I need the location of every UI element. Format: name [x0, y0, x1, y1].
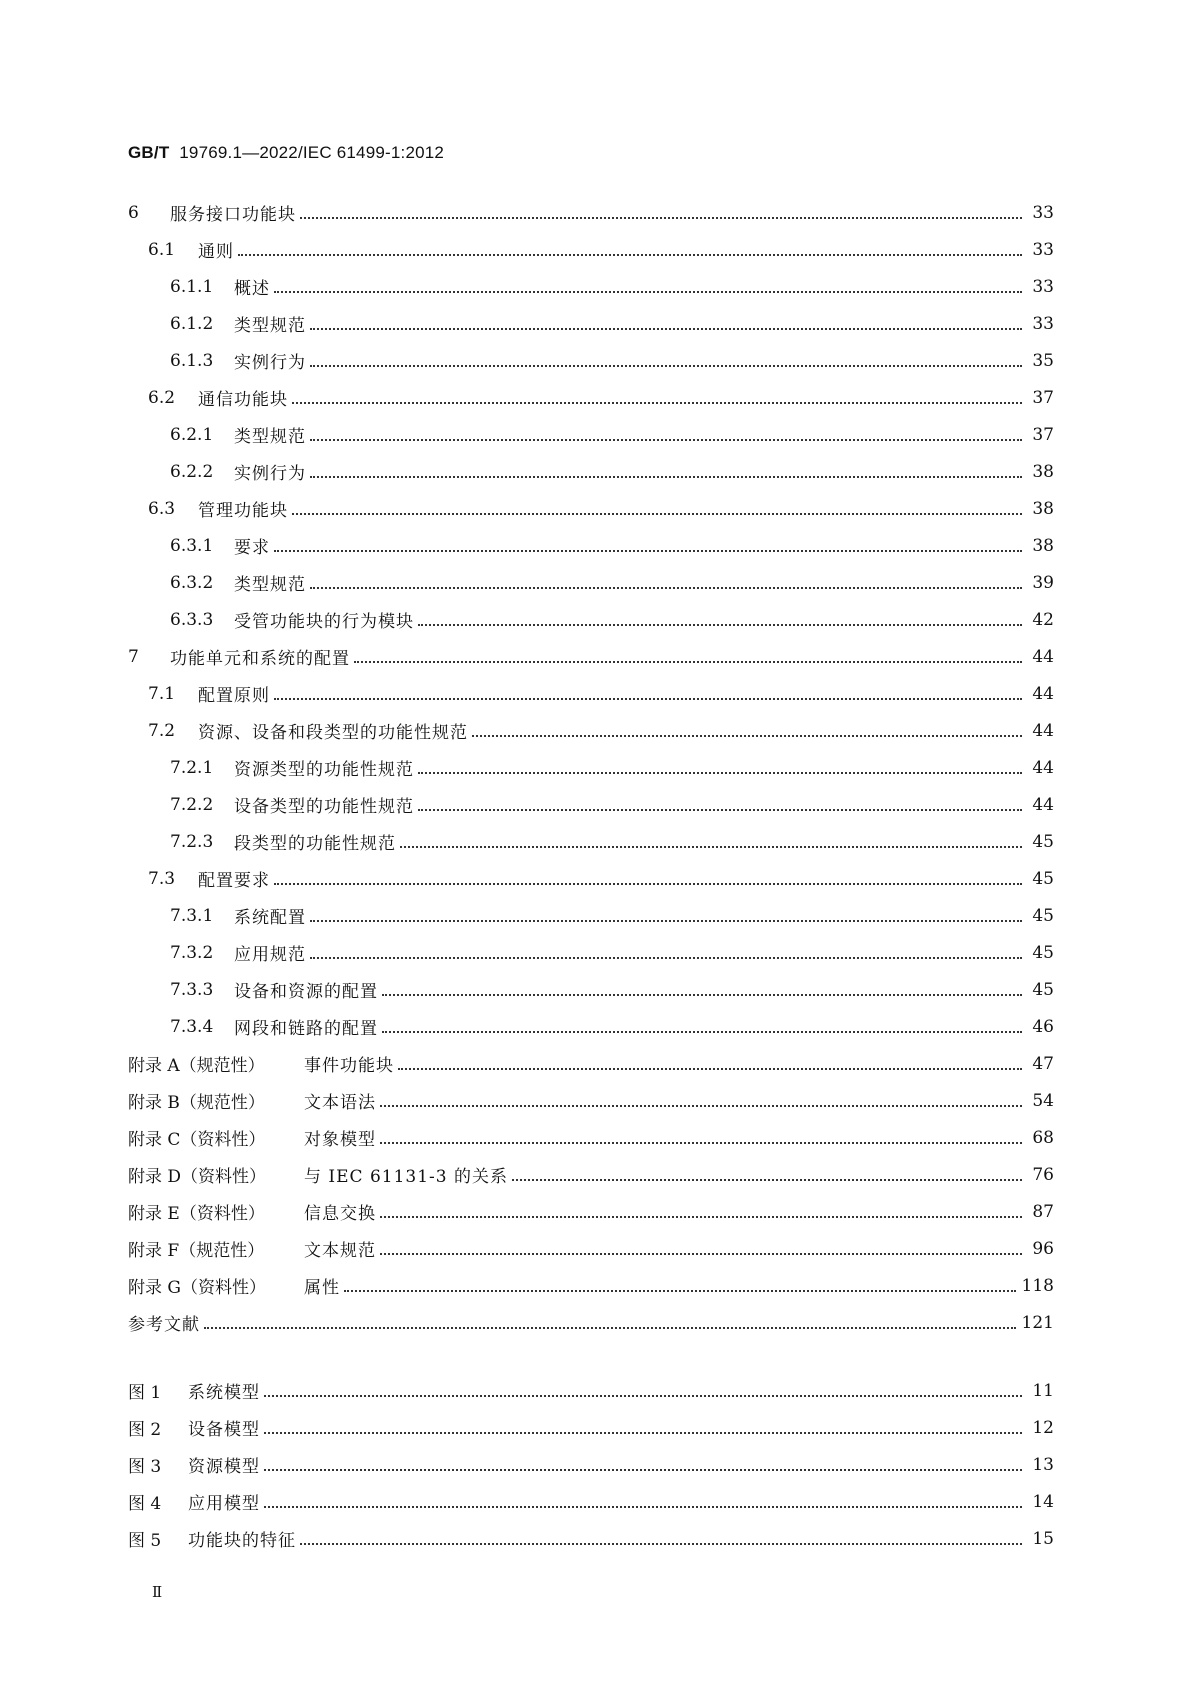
toc-entry-number: 6.3.3	[170, 609, 214, 630]
toc-entry-page: 44	[1032, 646, 1054, 667]
toc-entry-number: 7.2.1	[170, 757, 214, 778]
toc-entry-page: 44	[1032, 757, 1054, 778]
toc-entry-number: 附录 G（资料性）	[128, 1278, 266, 1298]
toc-entry[interactable]	[128, 675, 1054, 712]
toc-entry-title: 设备和资源的配置	[234, 982, 378, 1002]
leader-dots	[380, 1252, 1022, 1255]
toc-entry-title: 配置原则	[198, 686, 270, 706]
toc-entry-title: 应用模型	[188, 1494, 260, 1514]
toc-entry-title: 网段和链路的配置	[234, 1019, 378, 1039]
leader-dots	[204, 1326, 1016, 1329]
toc-entry-number: 7.2.3	[170, 831, 214, 852]
toc-entry-number: 6.3	[148, 498, 176, 519]
toc-entry-page: 54	[1032, 1090, 1054, 1111]
toc-entry[interactable]	[128, 860, 1054, 897]
toc-entry-page: 45	[1032, 942, 1054, 963]
toc-entry[interactable]	[128, 1372, 1054, 1409]
toc-entry-number: 6.2.1	[170, 424, 214, 445]
toc-entry-page: 46	[1032, 1016, 1054, 1037]
toc-entry-page: 121	[1021, 1312, 1054, 1333]
leader-dots	[310, 475, 1022, 478]
toc-entry-page: 118	[1021, 1275, 1054, 1296]
toc-entry-number: 6.1.3	[170, 350, 214, 371]
toc-entry[interactable]	[128, 1267, 1054, 1304]
leader-dots	[264, 1505, 1022, 1508]
toc-entry[interactable]	[128, 564, 1054, 601]
toc-entry-title: 实例行为	[234, 464, 306, 484]
document-header	[128, 143, 444, 163]
toc-entry-page: 14	[1032, 1491, 1054, 1512]
toc-entry-number: 附录 D（资料性）	[128, 1167, 267, 1187]
leader-dots	[472, 734, 1022, 737]
toc-entry[interactable]	[128, 1409, 1054, 1446]
toc-entry[interactable]	[128, 897, 1054, 934]
toc-entry[interactable]	[128, 527, 1054, 564]
toc-entry-page: 15	[1032, 1528, 1054, 1549]
toc-entry-number: 6.1	[148, 239, 176, 260]
toc-entry-number: 6.3.2	[170, 572, 214, 593]
toc-entry[interactable]	[128, 268, 1054, 305]
toc-entry-number: 图 3	[128, 1457, 162, 1477]
toc-entry[interactable]	[128, 638, 1054, 675]
toc-entry-title: 系统配置	[234, 908, 306, 928]
toc-entry[interactable]	[128, 1119, 1054, 1156]
toc-entry-title: 属性	[304, 1278, 340, 1298]
toc-entry-title: 设备类型的功能性规范	[234, 797, 414, 817]
toc-entry[interactable]	[128, 1520, 1054, 1557]
toc-entry-number: 图 2	[128, 1420, 162, 1440]
leader-dots	[292, 401, 1022, 404]
toc-entry-title: 类型规范	[234, 316, 306, 336]
toc-entry-title: 应用规范	[234, 945, 306, 965]
toc-entry-page: 44	[1032, 683, 1054, 704]
leader-dots	[310, 438, 1022, 441]
toc-entry-number: 7.2	[148, 720, 176, 741]
toc-entry-page: 33	[1032, 276, 1054, 297]
toc-entry-number: 7.3.1	[170, 905, 214, 926]
toc-entry-number: 6.1.1	[170, 276, 214, 297]
toc-entry[interactable]	[128, 1193, 1054, 1230]
leader-dots	[512, 1178, 1022, 1181]
toc-entry[interactable]	[128, 712, 1054, 749]
toc-entry-number: 6.2	[148, 387, 176, 408]
toc-entry-title: 功能单元和系统的配置	[170, 649, 350, 669]
leader-dots	[264, 1468, 1022, 1471]
leader-dots	[274, 290, 1022, 293]
toc-entry-page: 45	[1032, 831, 1054, 852]
toc-entry-page: 37	[1032, 424, 1054, 445]
leader-dots	[380, 1104, 1022, 1107]
toc-entry-title: 要求	[234, 538, 270, 558]
leader-dots	[382, 993, 1022, 996]
toc-entry[interactable]	[128, 1230, 1054, 1267]
toc-entry[interactable]	[128, 971, 1054, 1008]
leader-dots	[238, 253, 1022, 256]
toc-entry[interactable]	[128, 786, 1054, 823]
toc-entry-page: 38	[1032, 498, 1054, 519]
toc-entry[interactable]	[128, 1045, 1054, 1082]
toc-entry-number: 图 1	[128, 1383, 162, 1403]
toc-entry-number: 图 4	[128, 1494, 162, 1514]
leader-dots	[274, 697, 1022, 700]
leader-dots	[398, 1067, 1022, 1070]
list-of-figures	[128, 1372, 1054, 1557]
toc-entry-title: 配置要求	[198, 871, 270, 891]
toc-entry[interactable]	[128, 305, 1054, 342]
toc-entry[interactable]	[128, 416, 1054, 453]
leader-dots	[274, 882, 1022, 885]
toc-entry[interactable]	[128, 934, 1054, 971]
standard-number: 19769.1—2022/IEC 61499-1:2012	[179, 143, 445, 162]
toc-entry-title: 文本规范	[304, 1241, 376, 1261]
toc-entry-page: 33	[1032, 202, 1054, 223]
leader-dots	[300, 216, 1022, 219]
toc-entry[interactable]	[128, 194, 1054, 231]
toc-entry-page: 38	[1032, 535, 1054, 556]
toc-entry-title: 事件功能块	[304, 1056, 394, 1076]
toc-entry-number: 6	[128, 202, 139, 223]
toc-entry[interactable]	[128, 379, 1054, 416]
leader-dots	[418, 771, 1022, 774]
toc-entry[interactable]	[128, 1008, 1054, 1045]
toc-entry-page: 68	[1032, 1127, 1054, 1148]
toc-entry-number: 7.1	[148, 683, 176, 704]
leader-dots	[310, 919, 1022, 922]
leader-dots	[354, 660, 1022, 663]
toc-entry-number: 附录 B（规范性）	[128, 1093, 265, 1113]
toc-entry-number: 图 5	[128, 1531, 162, 1551]
toc-entry-title: 概述	[234, 279, 270, 299]
toc-entry-title: 管理功能块	[198, 501, 288, 521]
leader-dots	[310, 586, 1022, 589]
leader-dots	[418, 623, 1022, 626]
leader-dots	[310, 364, 1022, 367]
toc-entry-page: 33	[1032, 239, 1054, 260]
toc-entry-number: 7.2.2	[170, 794, 214, 815]
toc-entry-page: 44	[1032, 720, 1054, 741]
toc-entry-number: 6.1.2	[170, 313, 214, 334]
toc-entry-page: 45	[1032, 979, 1054, 1000]
toc-entry-page: 76	[1032, 1164, 1054, 1185]
leader-dots	[310, 327, 1022, 330]
toc-entry-title: 文本语法	[304, 1093, 376, 1113]
toc-entry-page: 11	[1032, 1380, 1054, 1401]
toc-entry-title: 系统模型	[188, 1383, 260, 1403]
leader-dots	[380, 1141, 1022, 1144]
toc-entry[interactable]	[128, 749, 1054, 786]
toc-entry-page: 33	[1032, 313, 1054, 334]
toc-entry-page: 96	[1032, 1238, 1054, 1259]
standard-prefix: GB/T	[128, 143, 170, 162]
leader-dots	[344, 1289, 1016, 1292]
toc-entry[interactable]	[128, 490, 1054, 527]
toc-entry-number: 7.3	[148, 868, 176, 889]
toc-entry-page: 87	[1032, 1201, 1054, 1222]
toc-entry-title: 设备模型	[188, 1420, 260, 1440]
toc-entry-number: 附录 F（规范性）	[128, 1241, 265, 1261]
toc-entry-page: 35	[1032, 350, 1054, 371]
toc-entry-title: 通信功能块	[198, 390, 288, 410]
toc-entry[interactable]	[128, 1156, 1054, 1193]
toc-entry[interactable]	[128, 1483, 1054, 1520]
toc-entry-number: 附录 A（规范性）	[128, 1056, 265, 1076]
leader-dots	[400, 845, 1022, 848]
toc-entry-page: 39	[1032, 572, 1054, 593]
leader-dots	[264, 1431, 1022, 1434]
toc-entry-page: 45	[1032, 905, 1054, 926]
toc-entry[interactable]	[128, 1446, 1054, 1483]
toc-entry[interactable]	[128, 1082, 1054, 1119]
leader-dots	[274, 549, 1022, 552]
leader-dots	[300, 1542, 1022, 1545]
toc-entry-title: 通则	[198, 242, 234, 262]
toc-entry-title: 资源模型	[188, 1457, 260, 1477]
toc-entry[interactable]	[128, 342, 1054, 379]
toc-entry-title: 参考文献	[128, 1315, 200, 1335]
leader-dots	[382, 1030, 1022, 1033]
leader-dots	[418, 808, 1022, 811]
toc-entry-title: 类型规范	[234, 575, 306, 595]
toc-entry-title: 功能块的特征	[188, 1531, 296, 1551]
toc-entry[interactable]	[128, 231, 1054, 268]
toc-entry-title: 服务接口功能块	[170, 205, 296, 225]
toc-entry-number: 7	[128, 646, 139, 667]
toc-entry-title: 资源、设备和段类型的功能性规范	[198, 723, 468, 743]
toc-entry-number: 7.3.2	[170, 942, 214, 963]
toc-entry-number: 6.2.2	[170, 461, 214, 482]
table-of-contents	[128, 194, 1054, 1341]
toc-entry-page: 47	[1032, 1053, 1054, 1074]
toc-entry-title: 段类型的功能性规范	[234, 834, 396, 854]
toc-entry[interactable]	[128, 453, 1054, 490]
leader-dots	[380, 1215, 1022, 1218]
leader-dots	[310, 956, 1022, 959]
toc-entry-number: 7.3.4	[170, 1016, 214, 1037]
toc-entry-number: 附录 C（资料性）	[128, 1130, 266, 1150]
page-number: Ⅱ	[152, 1583, 163, 1601]
leader-dots	[292, 512, 1022, 515]
toc-entry-title: 类型规范	[234, 427, 306, 447]
toc-entry-page: 12	[1032, 1417, 1054, 1438]
toc-entry-title: 资源类型的功能性规范	[234, 760, 414, 780]
toc-entry-number: 6.3.1	[170, 535, 214, 556]
toc-entry-page: 45	[1032, 868, 1054, 889]
toc-entry-page: 38	[1032, 461, 1054, 482]
toc-entry-number: 附录 E（资料性）	[128, 1204, 265, 1224]
toc-entry-page: 44	[1032, 794, 1054, 815]
toc-entry[interactable]	[128, 601, 1054, 638]
toc-entry-title: 信息交换	[304, 1204, 376, 1224]
toc-entry-page: 13	[1032, 1454, 1054, 1475]
toc-entry-number: 7.3.3	[170, 979, 214, 1000]
toc-entry-page: 37	[1032, 387, 1054, 408]
toc-entry-title: 对象模型	[304, 1130, 376, 1150]
toc-entry-title: 与 IEC 61131-3 的关系	[304, 1167, 508, 1187]
toc-entry-title: 受管功能块的行为模块	[234, 612, 414, 632]
toc-entry[interactable]	[128, 1304, 1054, 1341]
toc-entry[interactable]	[128, 823, 1054, 860]
leader-dots	[264, 1394, 1022, 1397]
toc-entry-page: 42	[1032, 609, 1054, 630]
toc-entry-title: 实例行为	[234, 353, 306, 373]
